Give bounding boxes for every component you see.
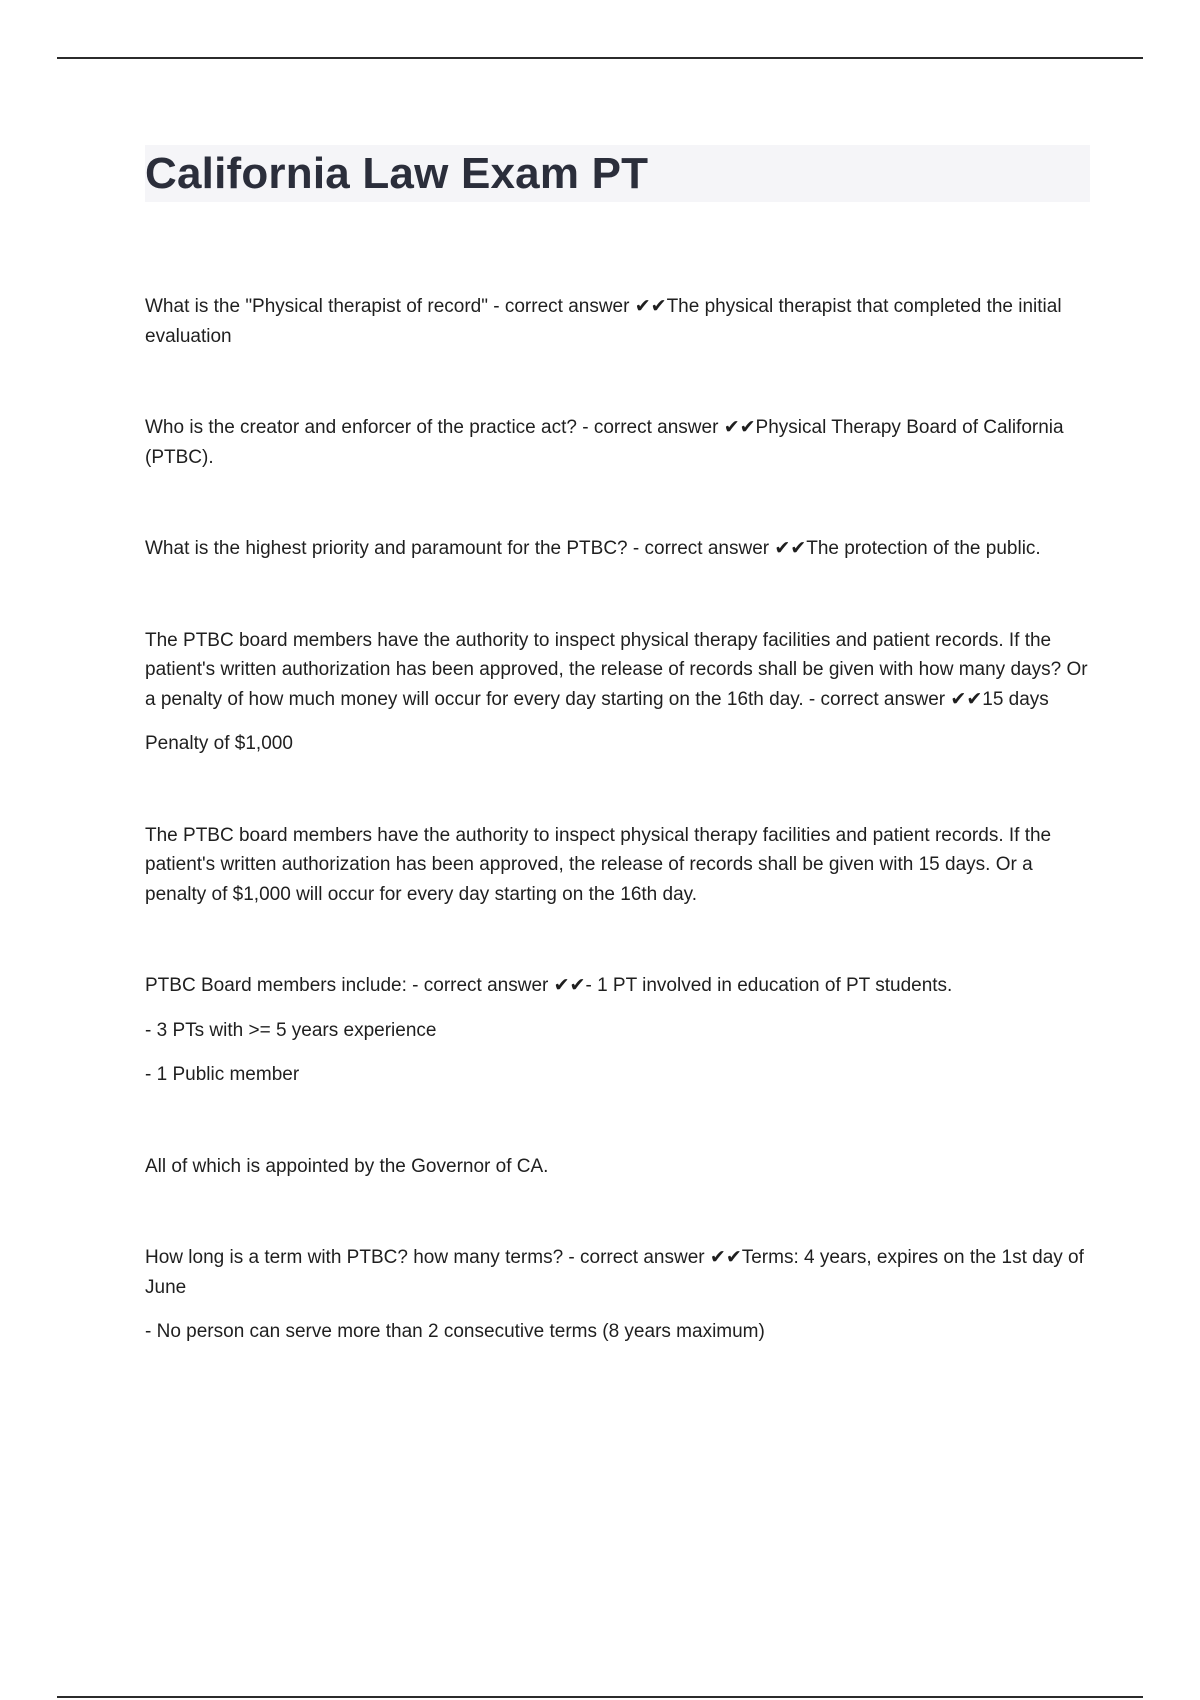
qa-paragraph: What is the highest priority and paramount for the PTBC? - correct answer ✔✔The protection of the public. [145, 538, 1041, 559]
qa-paragraph: Who is the creator and enforcer of the practice act? - correct answer ✔✔Physical Therapy Board of California (PTBC). [145, 417, 1064, 468]
title-banner [145, 145, 1090, 202]
qa-paragraph: How long is a term with PTBC? how many terms? - correct answer ✔✔Terms: 4 years, expires on the 1st day of June [145, 1247, 1084, 1298]
qa-entry [145, 292, 1090, 351]
qa-paragraph: Penalty of $1,000 [145, 733, 293, 754]
qa-paragraph: What is the "Physical therapist of record" - correct answer ✔✔The physical therapist that completed the initial evaluation [145, 296, 1062, 347]
qa-entry [145, 971, 1090, 1090]
document-title: California Law Exam PT [145, 149, 649, 198]
qa-entry [145, 821, 1090, 910]
qa-entry [145, 1243, 1090, 1347]
qa-entry [145, 534, 1090, 564]
qa-entry [145, 626, 1090, 759]
qa-paragraph: - No person can serve more than 2 consecutive terms (8 years maximum) [145, 1321, 765, 1342]
top-rule [57, 57, 1143, 59]
qa-paragraph: The PTBC board members have the authority to inspect physical therapy facilities and patient records. If the patient's written authorization has been approved, the release of records shall be given with 15 days. Or a penalty of $1,000 will occur for every day starting on the 16th day. [145, 824, 1052, 905]
bottom-rule [57, 1696, 1143, 1698]
qa-paragraph: The PTBC board members have the authority to inspect physical therapy facilities and patient records. If the patient's written authorization has been approved, the release of records shall be given with how many days? Or a penalty of how much money will occur for every day starting on the 16th day. - correct answer ✔✔15 days [145, 629, 1088, 710]
qa-paragraph: PTBC Board members include: - correct answer ✔✔- 1 PT involved in education of PT students. [145, 975, 953, 996]
qa-paragraph: - 3 PTs with >= 5 years experience [145, 1019, 437, 1041]
document-body [145, 145, 1090, 1409]
qa-list [145, 292, 1090, 1347]
qa-paragraph: - 1 Public member [145, 1064, 300, 1085]
qa-paragraph: All of which is appointed by the Governor of CA. [145, 1155, 549, 1177]
qa-entry [145, 1152, 1090, 1182]
qa-entry [145, 413, 1090, 472]
